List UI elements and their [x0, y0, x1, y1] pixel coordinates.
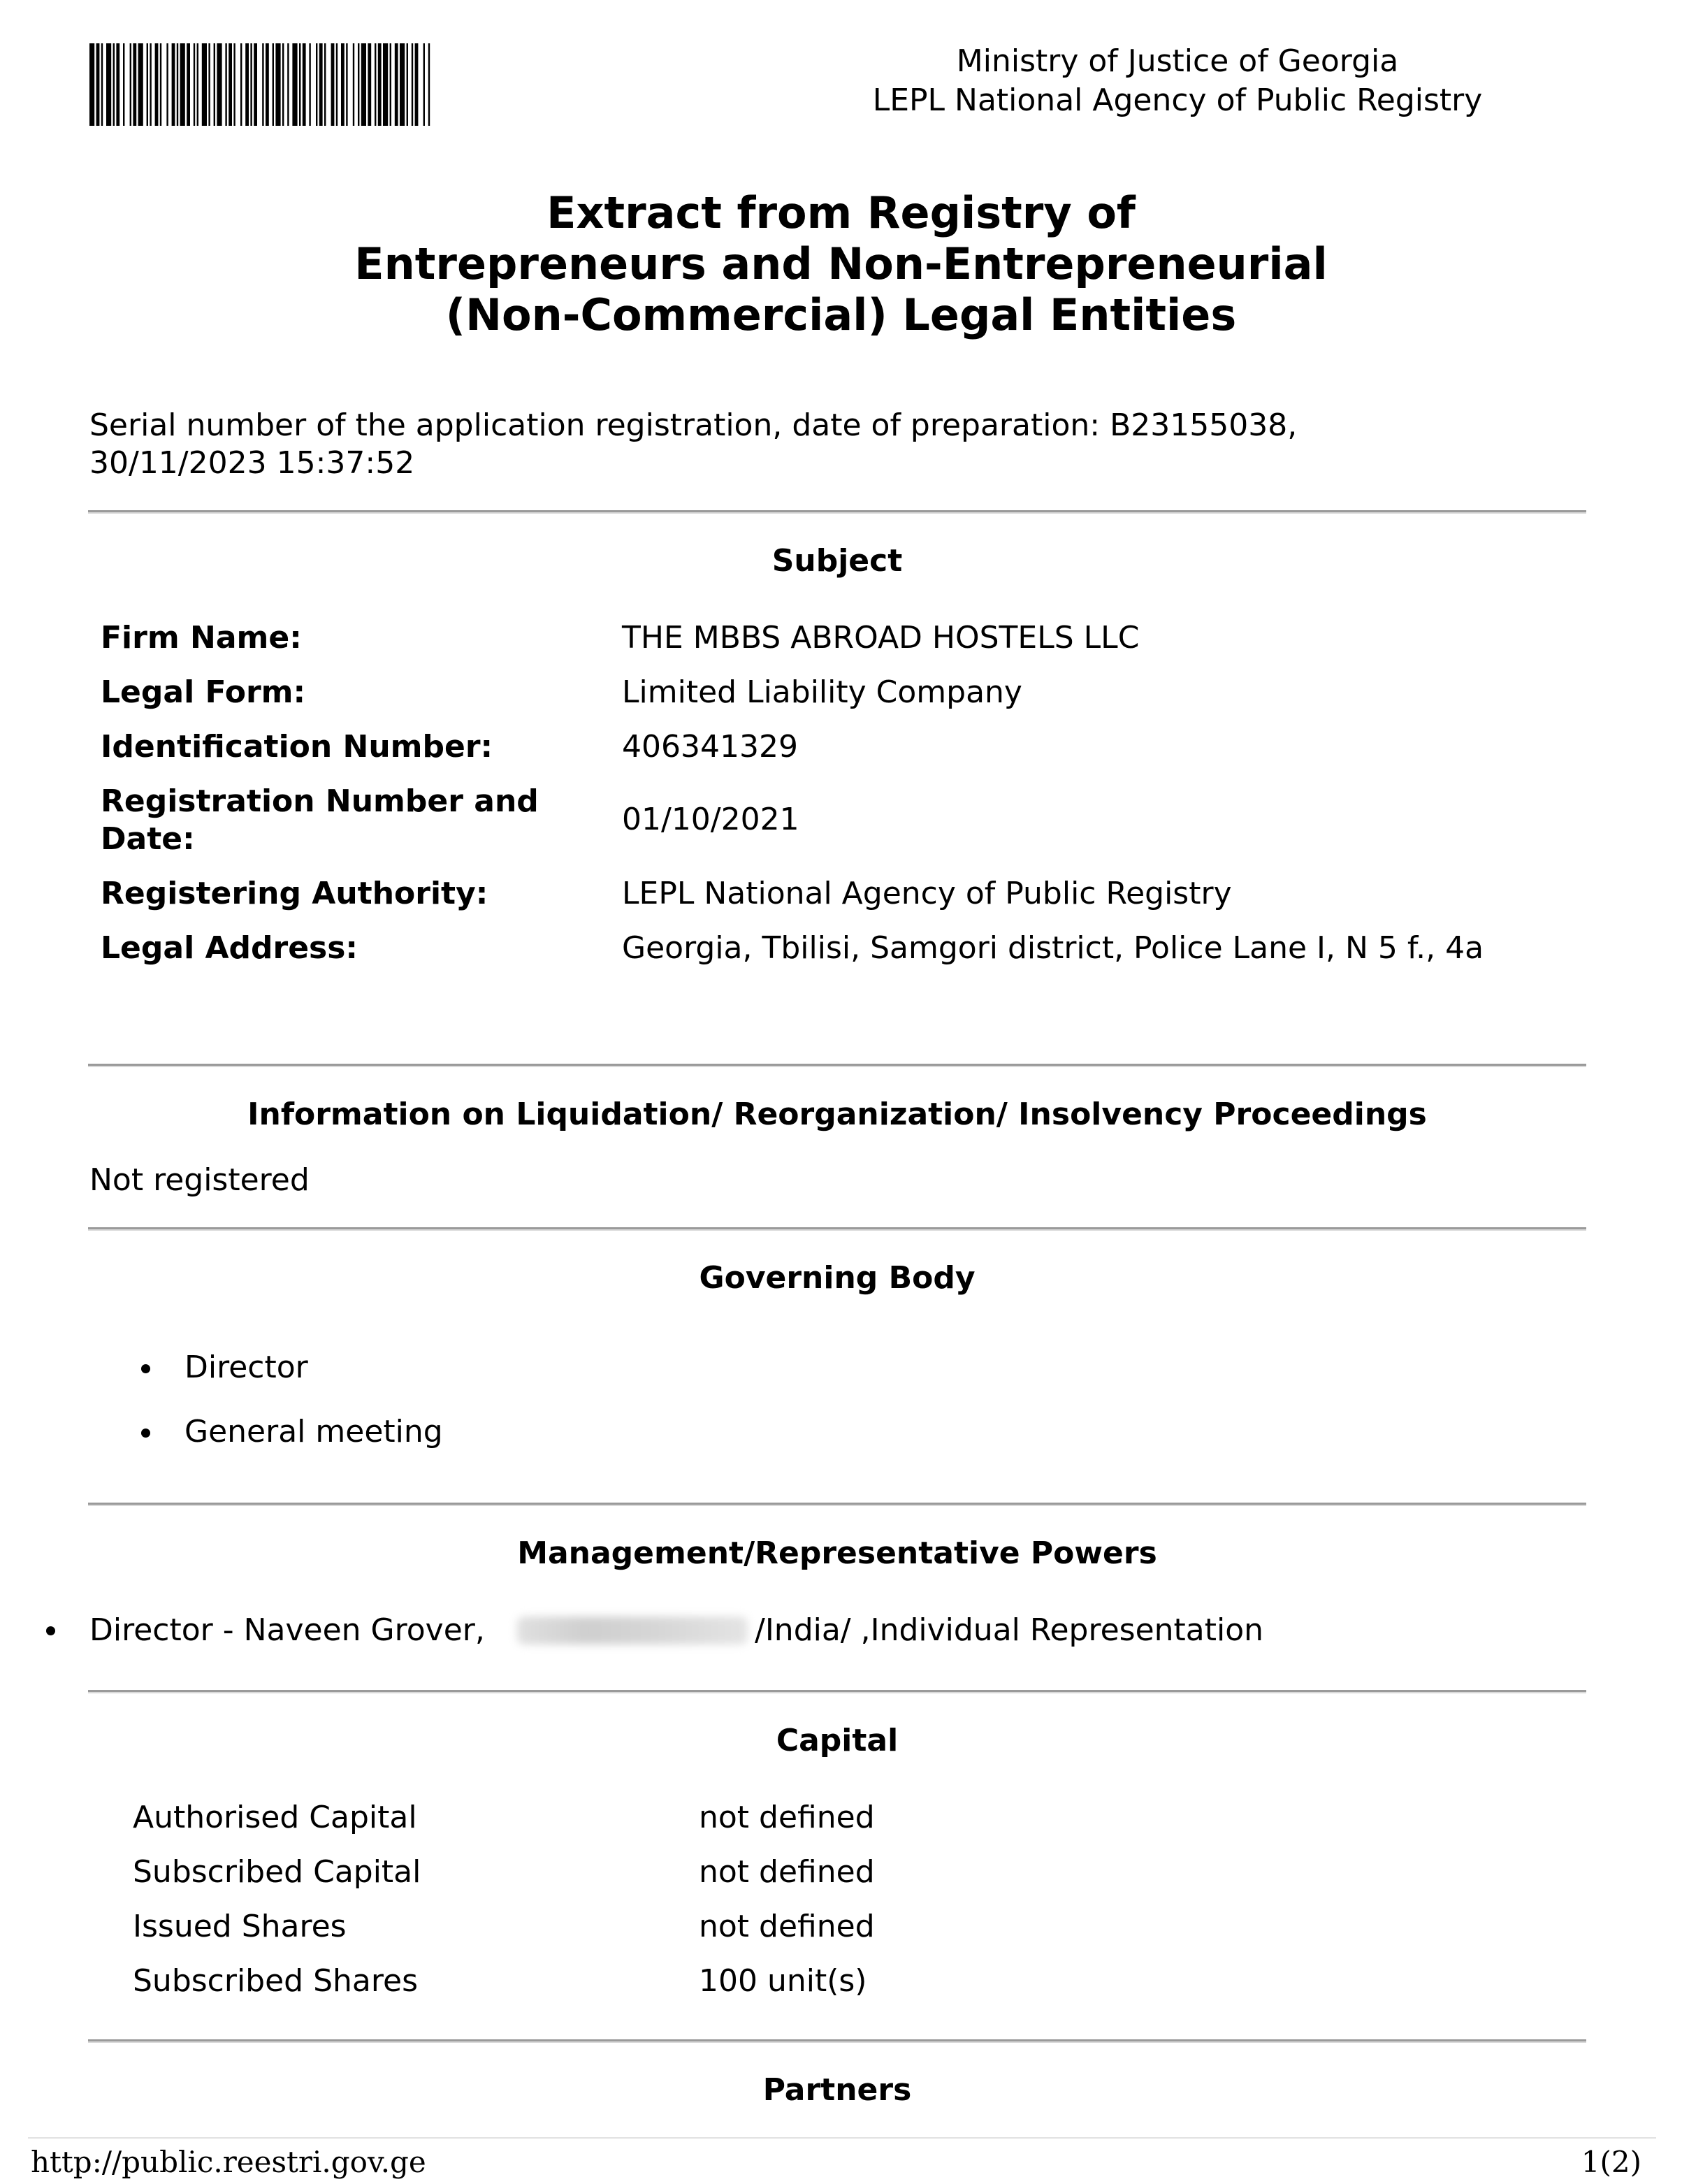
divider	[88, 510, 1586, 514]
governing-body-heading: Governing Body	[699, 1260, 976, 1296]
liquidation-status: Not registered	[89, 1162, 310, 1198]
management-entry-prefix: Director - Naveen Grover,	[89, 1612, 485, 1648]
registering-authority-label: Registering Authority:	[101, 876, 488, 911]
legal-form-label: Legal Form:	[101, 674, 306, 710]
registration-number-label-line-1: Registration Number and	[101, 783, 539, 819]
document-title	[0, 187, 1682, 340]
capital-value-authorised: not defined	[699, 1800, 875, 1835]
agency-name: LEPL National Agency of Public Registry	[872, 82, 1483, 118]
registering-authority-value: LEPL National Agency of Public Registry	[622, 876, 1232, 911]
legal-address-value: Georgia, Tbilisi, Samgori district, Police Lane I, N 5 f., 4a	[622, 930, 1484, 966]
liquidation-heading: Information on Liquidation/ Reorganization/ Insolvency Proceedings	[247, 1097, 1427, 1132]
capital-value-issued-shares: not defined	[699, 1909, 875, 1944]
governing-body-item-director: Director	[184, 1350, 308, 1385]
registration-number-label-line-2: Date:	[101, 821, 195, 857]
serial-info	[89, 407, 1592, 482]
management-heading: Management/Representative Powers	[517, 1535, 1157, 1571]
identification-number-value: 406341329	[622, 729, 798, 765]
serial-line-1: Serial number of the application registration, date of preparation: B23155038,	[89, 407, 1298, 443]
partners-heading: Partners	[762, 2072, 912, 2108]
firm-name-value: THE MBBS ABROAD HOSTELS LLC	[622, 620, 1140, 656]
bullet-icon	[46, 1626, 55, 1635]
legal-form-value: Limited Liability Company	[622, 674, 1022, 710]
subject-heading: Subject	[771, 543, 903, 579]
bullet-icon	[141, 1429, 150, 1438]
ministry-name: Ministry of Justice of Georgia	[956, 43, 1399, 79]
redacted-id-block	[517, 1617, 748, 1644]
divider	[88, 1503, 1586, 1506]
title-line-1: Extract from Registry of	[546, 187, 1136, 238]
title-line-3: (Non-Commercial) Legal Entities	[445, 289, 1237, 340]
serial-line-2: 30/11/2023 15:37:52	[89, 445, 415, 481]
barcode	[89, 43, 586, 126]
footer-divider	[28, 2137, 1656, 2139]
capital-label-subscribed-shares: Subscribed Shares	[133, 1963, 418, 1999]
firm-name-label: Firm Name:	[101, 620, 302, 656]
management-entry-suffix: /India/ ,Individual Representation	[755, 1612, 1264, 1648]
issuer-header	[828, 42, 1527, 120]
capital-label-authorised: Authorised Capital	[133, 1800, 417, 1835]
capital-heading: Capital	[776, 1723, 899, 1758]
legal-address-label: Legal Address:	[101, 930, 358, 966]
divider	[88, 1227, 1586, 1231]
governing-body-item-general-meeting: General meeting	[184, 1414, 443, 1449]
identification-number-label: Identification Number:	[101, 729, 493, 765]
registration-number-label	[101, 783, 590, 858]
capital-label-issued-shares: Issued Shares	[133, 1909, 347, 1944]
capital-value-subscribed-shares: 100 unit(s)	[699, 1963, 867, 1999]
divider	[88, 1064, 1586, 1067]
capital-label-subscribed: Subscribed Capital	[133, 1854, 421, 1890]
capital-value-subscribed: not defined	[699, 1854, 875, 1890]
divider	[88, 1690, 1586, 1693]
footer-url: http://public.reestri.gov.ge	[31, 2145, 426, 2179]
page-number: 1(2)	[1581, 2145, 1641, 2179]
bullet-icon	[141, 1364, 150, 1373]
registration-date-value: 01/10/2021	[622, 802, 799, 837]
divider	[88, 2039, 1586, 2043]
title-line-2: Entrepreneurs and Non-Entrepreneurial	[354, 238, 1328, 289]
